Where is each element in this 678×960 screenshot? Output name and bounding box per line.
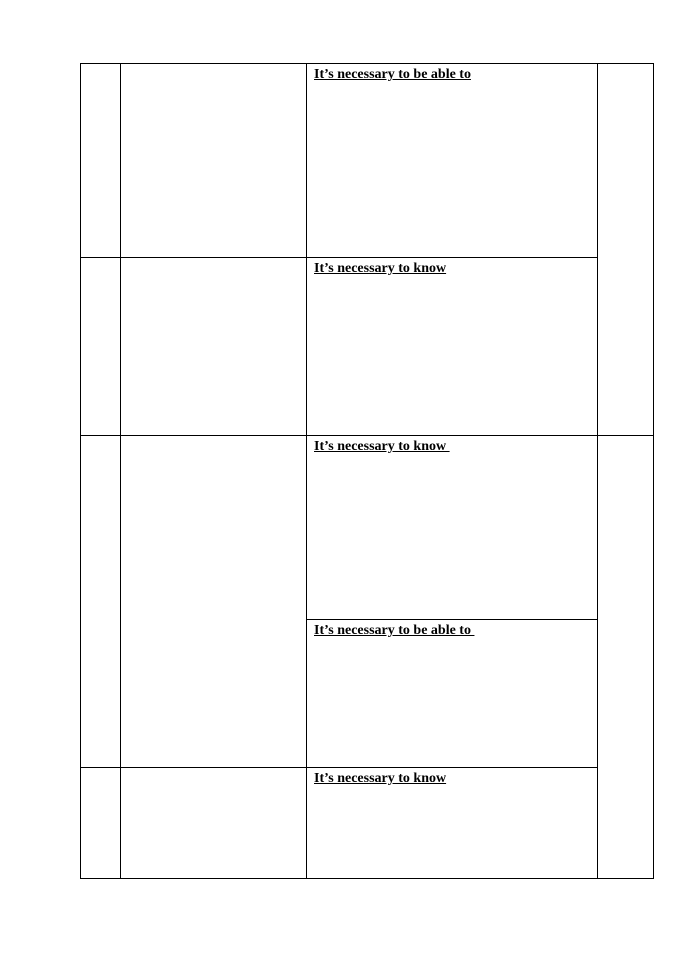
requirement-heading-able-to: It’s necessary to be able to xyxy=(314,623,475,638)
requirements-table xyxy=(80,63,654,879)
row-divider-1 xyxy=(80,257,598,258)
column-divider-3 xyxy=(597,63,598,879)
column-divider-1 xyxy=(120,63,121,879)
column-divider-2 xyxy=(306,63,307,879)
requirement-heading-know: It’s necessary to know xyxy=(314,261,447,276)
table-border-left xyxy=(80,63,81,879)
table-border-right xyxy=(653,63,654,879)
row-divider-3 xyxy=(306,619,598,620)
requirement-heading-able-to: It’s necessary to be able to xyxy=(314,67,471,82)
requirement-heading-know: It’s necessary to know xyxy=(314,439,450,454)
row-divider-2 xyxy=(80,435,654,436)
table-border-bottom xyxy=(80,878,654,879)
requirement-heading-know: It’s necessary to know xyxy=(314,771,447,786)
row-divider-4 xyxy=(80,767,598,768)
table-border-top xyxy=(80,63,654,64)
